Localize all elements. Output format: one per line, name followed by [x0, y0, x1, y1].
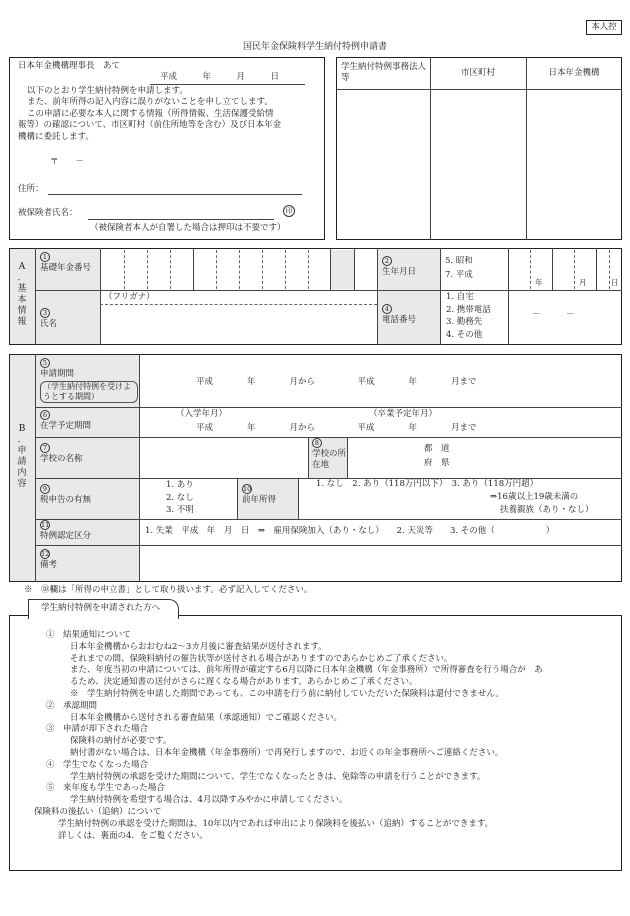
field-1-label: 1 基礎年金番号 — [40, 253, 92, 274]
section-a-label: A ． 基 本 情 報 — [17, 262, 27, 327]
declaration-line: 報等）の確認について、市区町村（前住所地等を含む）及び日本年金 — [18, 120, 282, 131]
birthdate-input[interactable] — [509, 250, 621, 289]
declaration-line: この申請に必要な本人に関する情報（所得情報、生活保護受給情 — [27, 108, 274, 119]
notice-heading: ② 承認期間 — [46, 700, 98, 711]
form-title: 国民年金保険料学生納付特例申請書 — [242, 42, 387, 52]
application-period-input[interactable]: 平成 年 月から 平成 年 月まで — [196, 377, 477, 387]
seal-note: （被保険者本人が自署した場合は押印は不要です） — [90, 223, 286, 233]
notice-item — [24, 807, 619, 842]
notice-item — [24, 701, 619, 725]
birth-year-unit: 年 — [535, 278, 543, 287]
notice-line: 学生納付特例を希望する場合は、4月以降すみやかに申請してください。 — [70, 795, 348, 806]
field-6-label: 6 在学予定期間 — [40, 411, 92, 432]
seal-mark: 印 — [283, 205, 295, 217]
tax-return-option[interactable]: 1. あり — [166, 480, 194, 490]
phone-type-option[interactable]: 4. その他 — [446, 329, 483, 340]
notice-line: 学生納付特例の承認を受けた期間について、学生でなくなったときは、免除等の申請を行うことができます。 — [70, 771, 486, 782]
declaration-line: 以下のとおり学生納付特例を申請します。 — [27, 86, 188, 96]
field-11-label: 11 特例認定区分 — [40, 521, 92, 542]
field-7-label: 7 学校の名称 — [40, 444, 83, 465]
declaration-line: 機構に委託します。 — [18, 131, 94, 142]
school-name-input[interactable] — [140, 438, 308, 478]
pension-number-input[interactable] — [101, 250, 354, 289]
graduation-date-sub: （卒業予定年月） — [369, 409, 438, 419]
school-address-input[interactable] — [348, 438, 621, 478]
notice-line: るため、決定通知書の送付がさらに遅くなる場合があります。あらかじめご了承ください。 — [70, 677, 418, 688]
notice-item — [24, 724, 619, 759]
tax-return-option[interactable]: 2. なし — [166, 492, 194, 503]
field-3-label: 3 氏名 — [40, 309, 58, 330]
notice-item — [24, 760, 619, 784]
tax-return-options[interactable] — [166, 479, 194, 517]
era-option[interactable]: 7. 平成 — [445, 270, 473, 280]
era-option[interactable]: 5. 昭和 — [445, 256, 473, 266]
postal-code-field[interactable]: 〒 － — [50, 157, 85, 167]
notice-line: それまでの間、保険料納付の催告状等が送付される場合がありますのであらかじめご了承ください。 — [70, 653, 453, 664]
field-5-note: （学生納付特例を受けようとする期間） — [40, 381, 138, 403]
notice-item — [24, 783, 619, 807]
office-header-city: 市区町村 — [460, 68, 495, 78]
date-line: 平成 年 月 日 — [160, 72, 280, 82]
phone-number-input[interactable]: － － — [532, 310, 575, 320]
income-options[interactable]: 1. なし 2. あり（118万円以下） 3. あり（118万円超） — [316, 479, 539, 489]
notice-heading: ③ 申請が却下された場合 — [46, 724, 149, 735]
name-kana-input[interactable] — [101, 305, 376, 344]
copy-stamp: 本人控 — [586, 20, 622, 35]
name-field[interactable] — [88, 219, 274, 220]
notice-heading: ① 結果通知について — [46, 630, 131, 640]
phone-type-options[interactable] — [446, 291, 491, 341]
field-9-label: 9 税申告の有無 — [40, 485, 92, 506]
special-category-options[interactable]: 1. 失業 平成 年 月 日 ⇒ 雇用保険加入（あり・なし） 2. 天災等 3. その他（ ） — [145, 526, 555, 536]
notice-line: また、年度当初の申請については、前年所得が確定する6月以降に日本年金機構（年金事務所）で所得審査を行う場合が あ — [70, 665, 543, 676]
addressee: 日本年金機構理事長 あて — [18, 61, 121, 71]
section-b-label: B ． 申 請 内 容 — [17, 424, 27, 489]
notice-line: 詳しくは、裏面の4．をご覧ください。 — [58, 830, 208, 841]
prefecture-suffix: 都 道 — [424, 444, 450, 454]
notice-line: 保険料の納付が必要です。 — [70, 736, 172, 747]
field-5-label: 5 申請期間 （学生納付特例を受けようとする期間） — [40, 358, 138, 403]
field-12-label: 12 備考 — [40, 550, 58, 571]
birth-month-unit: 月 — [579, 278, 587, 287]
office-header-school: 学生納付特例事務法人等 — [341, 62, 427, 84]
dependent-option[interactable]: 扶養親族（あり・なし） — [500, 505, 594, 515]
phone-type-option[interactable]: 3. 勤務先 — [446, 317, 483, 327]
notice-line: 日本年金機構から送付される審査結果（承認通知）でご確認ください。 — [70, 712, 343, 723]
notice-content — [24, 630, 619, 842]
field-10-label: 10 前年所得 — [242, 485, 277, 506]
remarks-input[interactable] — [140, 546, 621, 581]
field-8-label: 8 学校の所在地 — [312, 439, 347, 470]
prefecture-suffix: 府 県 — [424, 458, 450, 468]
office-header-nenkin: 日本年金機構 — [548, 68, 600, 78]
enrollment-date-sub: （入学年月） — [176, 409, 228, 419]
notice-line: ※ 学生納付特例を申請した期間であっても、この申請を行う前に納付していただいた保険料は還付できません。 — [70, 688, 504, 699]
footnote: ※ ⑩欄は「所得の申立書」として取り扱います。必ず記入してください。 — [24, 585, 313, 595]
address-label: 住所： — [18, 184, 44, 194]
declaration-text — [18, 86, 318, 143]
field-2-label: 2 生年月日 — [382, 257, 417, 278]
notice-line: 納付書がない場合は、日本年金機構（年金事務所）で再発行しますので、お近くの年金事務所へご連絡ください。 — [70, 747, 504, 758]
notice-heading: ⑤ 来年度も学生であった場合 — [46, 783, 165, 794]
notice-heading: ④ 学生でなくなった場合 — [46, 759, 149, 770]
declaration-line: また、前年所得の記入内容に誤りがないことを申し立てします。 — [27, 97, 273, 108]
birth-day-unit: 日 — [611, 278, 619, 287]
notice-line: 学生納付特例の承認を受けた期間は、10年以内であれば申出により保険料を後払い（追納）することができます。 — [58, 818, 494, 829]
notice-tab: 学生納付特例を申請された方へ — [28, 599, 179, 619]
furigana-label: （フリガナ） — [104, 292, 155, 302]
notice-line: 日本年金機構からおおむね2～3カ月後に審査結果が送付されます。 — [70, 641, 327, 652]
notice-item — [24, 630, 619, 701]
study-period-input[interactable]: 平成 年 月から 平成 年 月まで — [196, 423, 477, 433]
tax-return-option[interactable]: 3. 不明 — [166, 505, 194, 515]
notice-heading: 保険料の後払い（追納）について — [34, 806, 162, 817]
address-field[interactable] — [48, 194, 302, 195]
phone-type-option[interactable]: 1. 自宅 — [446, 292, 474, 302]
name-label: 被保険者氏名： — [18, 208, 78, 218]
phone-type-option[interactable]: 2. 携帯電話 — [446, 304, 491, 315]
field-4-label: 4 電話番号 — [382, 305, 417, 326]
dependent-note: ⇒16歳以上19歳未満の — [490, 492, 579, 502]
